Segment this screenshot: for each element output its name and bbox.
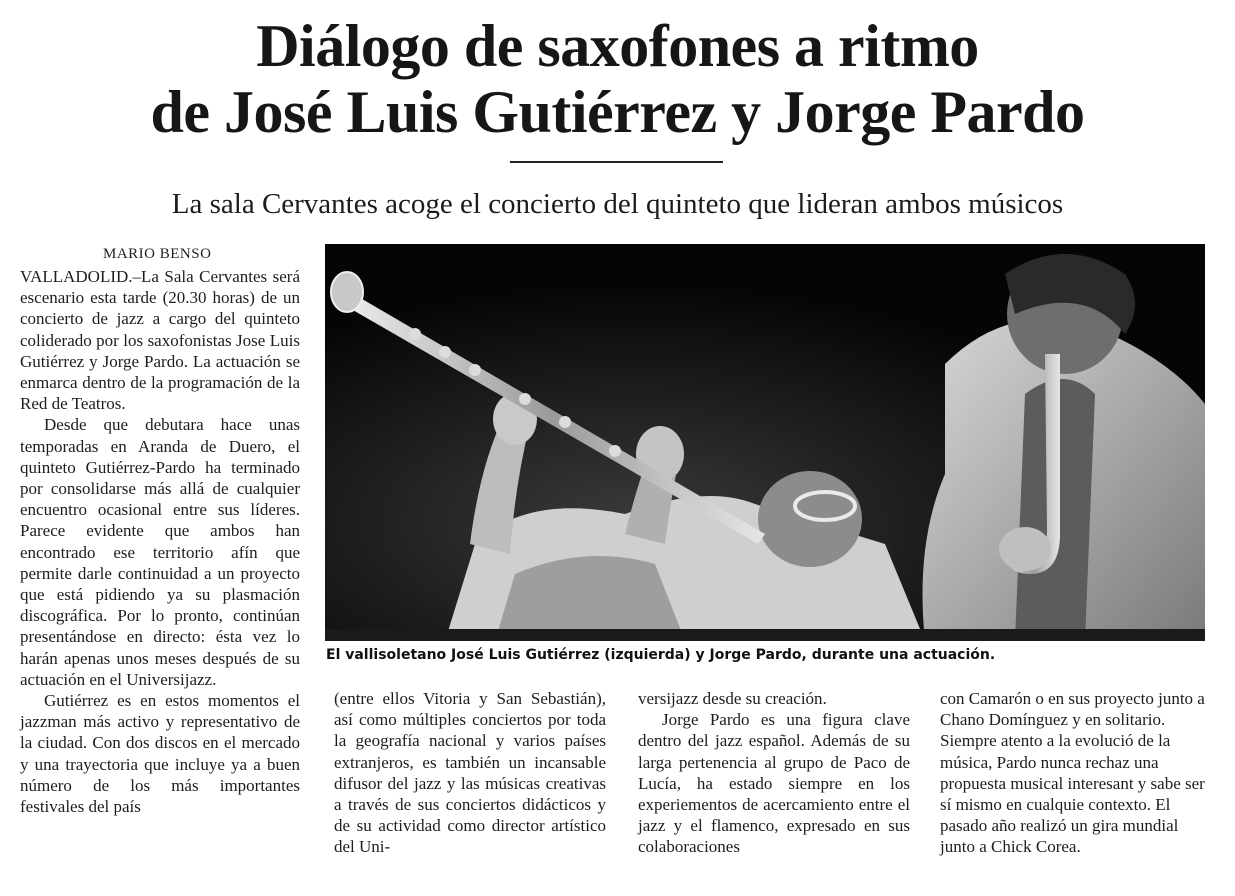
article-column-3 [638,688,910,858]
headline-line-1: Diálogo de saxofones a ritmo [256,13,979,79]
photo-caption: El vallisoletano José Luis Gutiérrez (izquierda) y Jorge Pardo, durante una actuación. [326,647,996,663]
paragraph: Desde que debutara hace unas temporadas en Aranda de Duero, el quinteto Gutiérrez-Pardo ha terminado por consolidarse más allá de cualquier encuentro ocasional entre sus líderes. Parece evidente que ambos han encontrado ese territorio afín que permite darle continuidad a un proyecto que está pidiendo ya su plasmación discográfica. Por lo pronto, continúan presentándose en directo: ésta vez lo harán apenas unos meses después de su actuación en el Universijazz. [20,415,300,689]
headline-divider [510,161,723,163]
paragraph: Jorge Pardo es una figura clave dentro del jazz español. Además de su larga pertenencia al grupo de Paco de Lucía, ha estado siempre en los experiementos de acercamiento entre el jazz y el flamenco, expresado en sus colaboraciones [638,710,910,857]
concert-photo [325,244,1205,641]
article-column-1 [20,266,300,817]
paragraph: con Camarón o en sus proyecto junto a Chano Domínguez y en solitario. Siempre atento a la evolució de la música, Pardo nunca rechaz una propuesta musical interesant y sabe ser sí mismo en cualquie contexto. El pasado año realizó un gira mundial junto a Chick Corea. [940,689,1205,857]
article-column-2 [334,688,606,858]
byline: MARIO BENSO [103,246,212,262]
photo-illustration [325,244,1205,641]
article-column-4 [940,688,1206,858]
paragraph: VALLADOLID.–La Sala Cervantes será escenario esta tarde (20.30 horas) de un concierto de jazz a cargo del quinteto coliderado por los saxofonistas Jose Luis Gutiérrez y Jorge Pardo. La actuación se enmarca dentro de la programación de la Red de Teatros. [20,267,300,414]
paragraph: versijazz desde su creación. [638,689,827,708]
paragraph: Gutiérrez es en estos momentos el jazzman más activo y representativo de la ciudad. Con dos discos en el mercado y una trayectoria que incluye ya a buen número de los más importantes festivales del país [20,691,300,817]
paragraph: (entre ellos Vitoria y San Sebastián), así como múltiples conciertos por toda la geografía nacional y varios países extranjeros, es también un incansable difusor del jazz y las músicas creativas a través de sus conciertos didácticos y de su actividad como director artístico del Uni- [334,689,606,857]
headline-line-2: de José Luis Gutiérrez y Jorge Pardo [150,79,1085,145]
subheadline: La sala Cervantes acoge el concierto del quinteto que lideran ambos músicos [171,188,1064,220]
